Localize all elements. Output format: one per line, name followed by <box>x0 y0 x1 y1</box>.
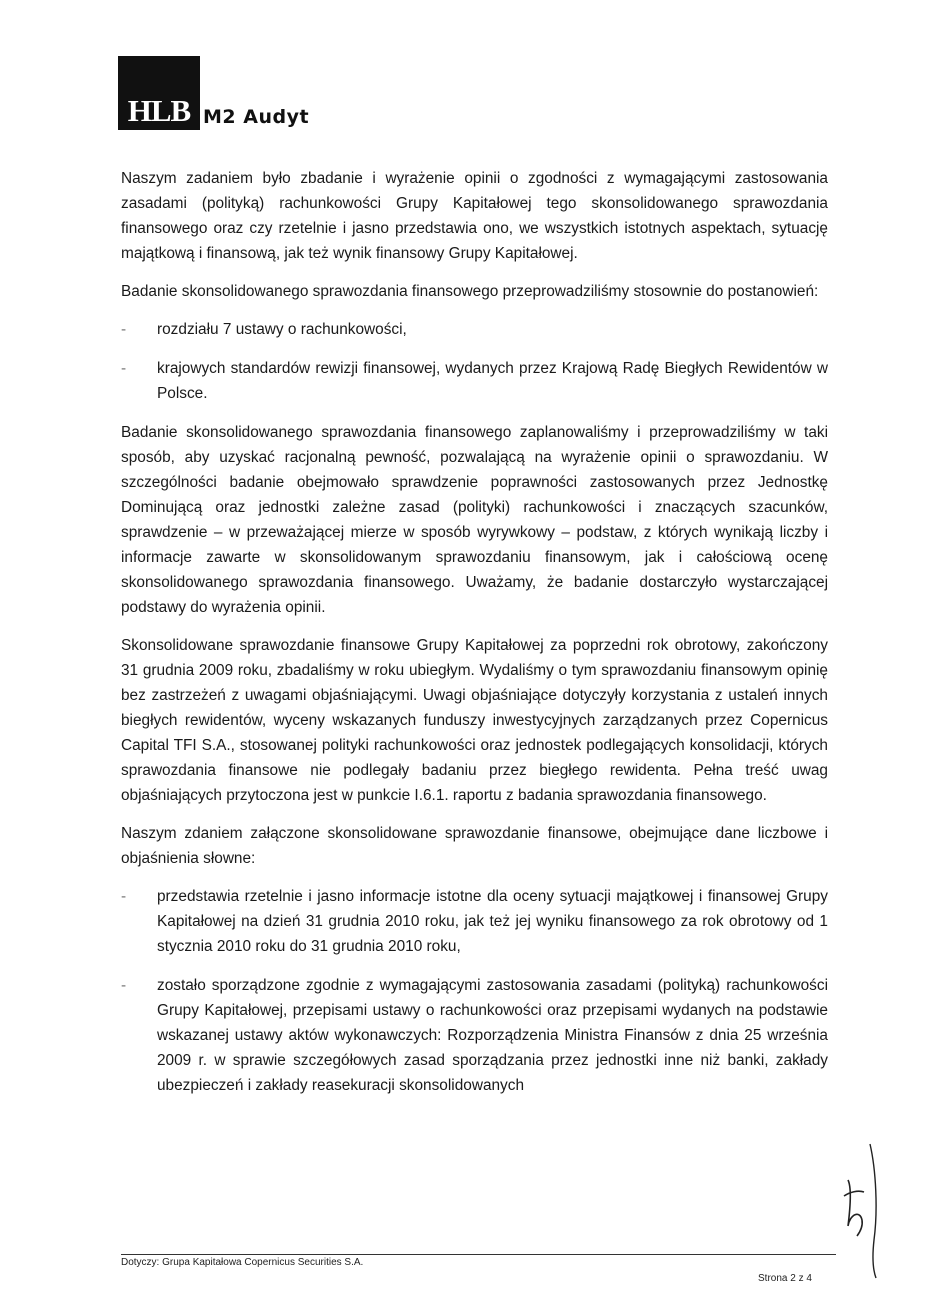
company-logo <box>118 56 309 130</box>
paragraph-2: Badanie skonsolidowanego sprawozdania finansowego przeprowadziliśmy stosownie do postanowień: <box>121 283 819 300</box>
dash-bullet: - <box>121 360 127 377</box>
list-item-text: przedstawia rzetelnie i jasno informacje istotne dla oceny sytuacji majątkowej i finansowej Grupy Kapitałowej na dzień 31 grudnia 2010 roku, jak też jej wyniku finansowego za rok obrotowy od 1 stycznia 2010 roku do 31 grudnia 2010 roku, <box>157 888 828 955</box>
paragraph-5: Naszym zdaniem załączone skonsolidowane sprawozdanie finansowe, obejmujące dane liczbowe i objaśnienia słowne: <box>121 825 828 867</box>
document-body <box>121 166 828 1112</box>
list-item <box>121 356 828 406</box>
signature-mark <box>840 1140 880 1280</box>
logo-hlb-text: HLB <box>127 93 191 128</box>
paragraph-4: Skonsolidowane sprawozdanie finansowe Grupy Kapitałowej za poprzedni rok obrotowy, zakończony 31 grudnia 2009 roku, zbadaliśmy w roku ubiegłym. Wydaliśmy o tym sprawozdaniu finansowym opinię bez zastrzeżeń z uwagami objaśniającymi. Uwagi objaśniające dotyczyły korzystania z ustaleń innych biegłych rewidentów, wyceny wskazanych funduszy inwestycyjnych zarządzanych przez Copernicus Capital TFI S.A., stosowanej polityki rachunkowości oraz jednostek podlegających konsolidacji, których sprawozdania finansowe nie podlegały badaniu przez biegłego rewidenta. Pełna treść uwag objaśniających przytoczona jest w punkcie I.6.1. raportu z badania sprawozdania finansowego. <box>121 637 828 804</box>
list-item-text: rozdziału 7 ustawy o rachunkowości, <box>157 321 407 338</box>
logo-box <box>118 56 200 130</box>
list-opinion <box>121 884 828 1098</box>
footer-document-ref: Dotyczy: Grupa Kapitałowa Copernicus Securities S.A. <box>121 1257 364 1268</box>
list-item <box>121 317 828 342</box>
paragraph-3: Badanie skonsolidowanego sprawozdania finansowego zaplanowaliśmy i przeprowadziliśmy w taki sposób, aby uzyskać racjonalną pewność, pozwalającą na wyrażenie opinii o sprawozdaniu. W szczególności badanie obejmowało sprawdzenie poprawności zastosowanych przez Jednostkę Dominującą oraz jednostki zależne zasad (polityki) rachunkowości i znaczących szacunków, sprawdzenie – w przeważającej mierze w sposób wyrywkowy – podstaw, z których wynikają liczby i informacje zawarte w skonsolidowanym sprawozdaniu finansowym, jak i całościową ocenę skonsolidowanego sprawozdania finansowego. Uważamy, że badanie dostarczyło wystarczającej podstawy do wyrażenia opinii. <box>121 424 828 616</box>
dash-bullet: - <box>121 321 127 338</box>
logo-m2-text: M2 Audyt <box>203 106 310 128</box>
footer-divider <box>121 1254 836 1255</box>
dash-bullet: - <box>121 888 127 905</box>
list-item-text: krajowych standardów rewizji finansowej, wydanych przez Krajową Radę Biegłych Rewidentów w Polsce. <box>157 360 828 402</box>
dash-bullet: - <box>121 977 127 994</box>
paragraph-1: Naszym zadaniem było zbadanie i wyrażenie opinii o zgodności z wymagającymi zastosowania zasadami (polityką) rachunkowości Grupy Kapitałowej tego skonsolidowanego sprawozdania finansowego oraz czy rzetelnie i jasno przedstawia ono, we wszystkich istotnych aspektach, sytuację majątkową i finansową, jak też wynik finansowy Grupy Kapitałowej. <box>121 170 828 262</box>
list-item <box>121 884 828 959</box>
list-postanowienia <box>121 317 828 406</box>
list-item-text: zostało sporządzone zgodnie z wymagającymi zastosowania zasadami (polityką) rachunkowości Grupy Kapitałowej, przepisami ustawy o rachunkowości oraz przepisami wydanych na podstawie wskazanej ustawy aktów wykonawczych: Rozporządzenia Ministra Finansów z dnia 25 września 2009 r. w sprawie szczegółowych zasad sporządzania przez jednostki inne niż banki, zakłady ubezpieczeń i zakłady reasekuracji skonsolidowanych <box>157 977 828 1094</box>
list-item <box>121 973 828 1098</box>
footer-page-number: Strona 2 z 4 <box>758 1273 812 1284</box>
